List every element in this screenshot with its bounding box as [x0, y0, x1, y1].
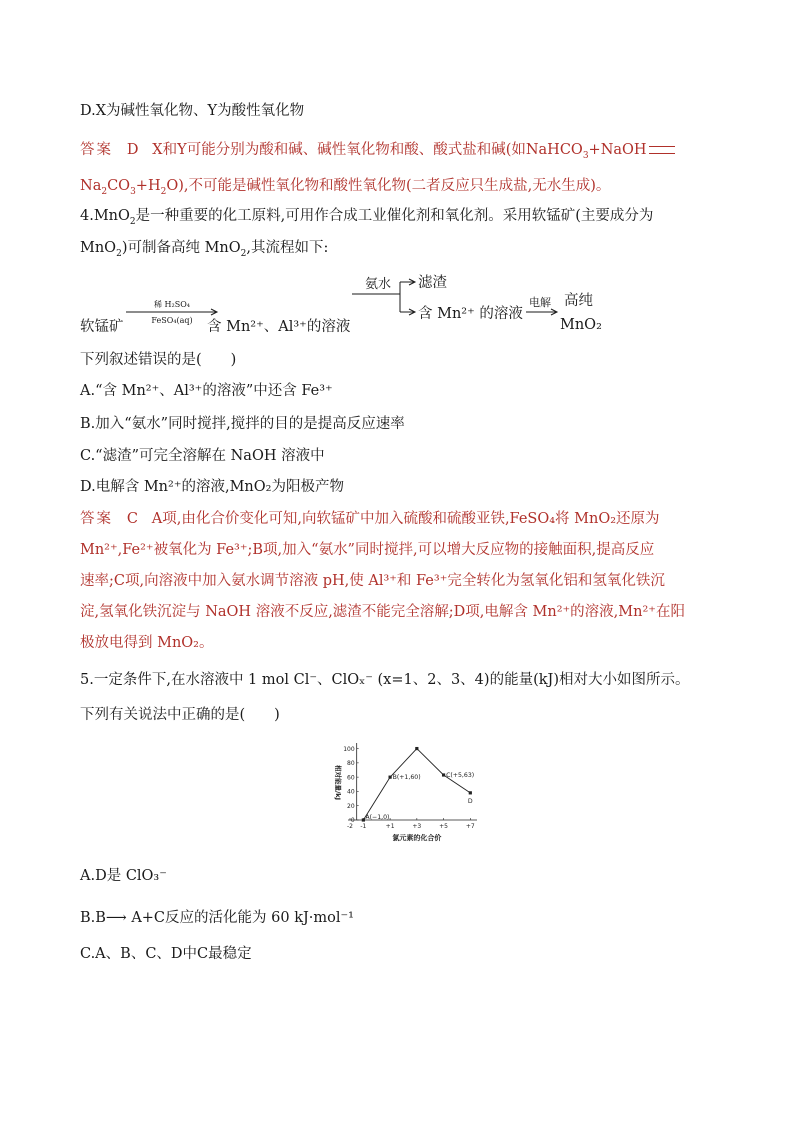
data-point: [442, 773, 445, 776]
q4-option-c: C.“滤渣”可完全溶解在 NaOH 溶液中: [80, 448, 325, 464]
q4-answer-line1: [80, 509, 660, 529]
x-tick-label: +3: [412, 823, 422, 830]
x-tick-label: -2: [347, 823, 353, 830]
q3-option-d: D.X为碱性氧化物、Y为酸性氧化物: [80, 103, 305, 119]
flow-reagent-bottom: FeSO₄(aq): [151, 316, 193, 325]
subscript: 2: [101, 186, 108, 197]
point-label: D: [467, 797, 473, 805]
q5-option-a: A.D是 ClO₃⁻: [80, 868, 167, 884]
y-tick-label: 0: [350, 817, 355, 825]
q3-answer-line2: [80, 176, 610, 202]
q4-option-a: A.“含 Mn²⁺、Al³⁺的溶液”中还含 Fe³⁺: [80, 383, 333, 399]
q4-answer-line2: Mn²⁺,Fe²⁺被氧化为 Fe³⁺;B项,加入“氨水”同时搅拌,可以增大反应物的接触面积,提高反应: [80, 542, 655, 558]
answer-text: +NaOH: [588, 142, 647, 158]
y-tick-label: 20: [347, 802, 355, 810]
equals-sign: [649, 146, 675, 154]
q3-answer-line1: [80, 140, 675, 166]
answer-text: X和Y可能分别为酸和碱、碱性氧化物和酸、酸式盐和碱(如NaHCO: [152, 142, 583, 158]
stem-text: ,其流程如下:: [246, 240, 329, 256]
series-line: [363, 749, 470, 820]
flow-product-top: 高纯: [564, 293, 593, 309]
answer-tag: 答案: [80, 511, 113, 527]
y-axis-label: 相对能量/kJ: [334, 764, 342, 801]
flow-reagent-top: 稀 H₂SO₄: [154, 300, 190, 309]
data-point: [415, 747, 418, 750]
q5-option-b: B.B⟶ A+C反应的活化能为 60 kJ·mol⁻¹: [80, 910, 354, 926]
answer-text: A项,由化合价变化可知,向软锰矿中加入硫酸和硫酸亚铁,FeSO₄将 MnO₂还原为: [151, 511, 660, 527]
flow-mn-solution: 含 Mn²⁺ 的溶液: [418, 306, 523, 322]
q4-option-d: D.电解含 Mn²⁺的溶液,MnO₂为阳极产物: [80, 479, 344, 495]
point-label: B(+1,60): [392, 774, 421, 782]
q4-question: 下列叙述错误的是( ): [80, 352, 237, 368]
flow-solution: 含 Mn²⁺、Al³⁺的溶液: [207, 319, 351, 335]
answer-text: +H: [135, 178, 161, 194]
answer-text: O),不可能是碱性氧化物和酸性氧化物(二者反应只生成盐,无水生成)。: [166, 178, 611, 194]
y-tick-label: 80: [347, 760, 355, 768]
q4-stem-line1: [80, 206, 653, 232]
subscript: 3: [130, 186, 136, 197]
subscript: 2: [240, 248, 247, 259]
data-point: [469, 791, 472, 794]
x-tick-label: -1: [360, 823, 367, 830]
q4-answer-line5: 极放电得到 MnO₂。: [80, 635, 214, 651]
x-tick-label: +1: [385, 823, 395, 830]
data-point: [389, 776, 392, 779]
flow-electrolysis: 电解: [529, 296, 551, 309]
q4-answer-line4: 淀,氢氧化铁沉淀与 NaOH 溶液不反应,滤渣不能完全溶解;D项,电解含 Mn²⁺的溶液,Mn²⁺在阳: [80, 604, 685, 620]
q5-option-c: C.A、B、C、D中C最稳定: [80, 946, 252, 962]
stem-text: )可制备高纯 MnO: [121, 240, 241, 256]
flow-product-bottom: MnO₂: [560, 317, 602, 333]
flow-residue: 滤渣: [418, 275, 447, 291]
subscript: 2: [160, 186, 167, 197]
process-flow-diagram: [80, 268, 720, 343]
subscript: 2: [116, 248, 122, 259]
y-tick-label: 100: [343, 745, 355, 753]
stem-text: MnO: [80, 240, 117, 256]
x-tick-label: +5: [439, 823, 449, 830]
x-tick-label: +7: [465, 823, 475, 830]
answer-letter: C: [126, 511, 138, 527]
y-tick-label: 60: [347, 774, 355, 782]
subscript: 3: [582, 150, 589, 161]
q4-option-b: B.加入“氨水”同时搅拌,搅拌的目的是提高反应速率: [80, 416, 405, 432]
stem-text: 是一种重要的化工原料,可用作合成工业催化剂和氧化剂。采用软锰矿(主要成分为: [135, 208, 654, 224]
flow-start: 软锰矿: [80, 319, 124, 335]
stem-text: 4.MnO: [80, 208, 130, 224]
energy-chart: [332, 737, 482, 849]
answer-letter: D: [126, 142, 139, 158]
point-label: C(+5,63): [446, 772, 475, 779]
q4-stem-line2: [80, 238, 328, 264]
y-tick-label: 40: [347, 788, 355, 796]
q5-stem-line1: 5.一定条件下,在水溶液中 1 mol Cl⁻、ClOₓ⁻ (x=1、2、3、4)的能量(kJ)相对大小如图所示。: [80, 672, 690, 688]
chart-layer: [334, 743, 477, 842]
q5-stem-line2: 下列有关说法中正确的是( ): [80, 707, 280, 723]
answer-text: Na: [80, 178, 102, 194]
subscript: 2: [129, 216, 136, 227]
answer-text: CO: [107, 178, 131, 194]
flow-ammonia: 氨水: [364, 277, 392, 292]
x-axis-label: 氯元素的化合价: [392, 834, 442, 842]
answer-tag: 答案: [80, 142, 113, 158]
point-label: A(−1,0): [365, 814, 390, 821]
q4-answer-line3: 速率;C项,向溶液中加入氨水调节溶液 pH,使 Al³⁺和 Fe³⁺完全转化为氢氧化铝和氢氧化铁沉: [80, 573, 665, 589]
